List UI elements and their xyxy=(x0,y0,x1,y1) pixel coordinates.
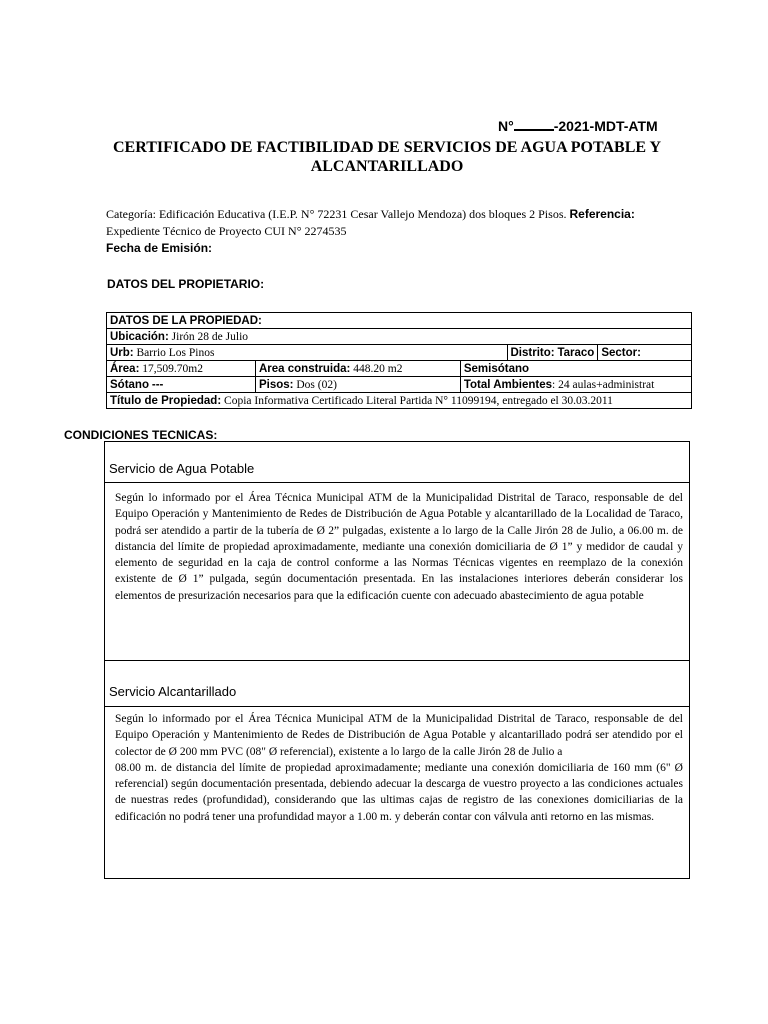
sotano-label: Sótano xyxy=(110,378,149,391)
sotano-cell xyxy=(107,377,256,393)
titulo-row xyxy=(107,393,692,409)
urb-value: Barrio Los Pinos xyxy=(136,346,215,359)
sotano-row xyxy=(107,377,692,393)
document-number-suffix: -2021-MDT-ATM xyxy=(553,118,658,134)
sewer-service-heading: Servicio Alcantarillado xyxy=(109,684,237,699)
water-service-text: Según lo informado por el Área Técnica Municipal ATM de la Municipalidad Distrital de Taraco, responsable de del Equipo Operación y Mantenimiento de Redes de Distribución de Agua Potable y alcantarillado de la Localidad de Taraco, podrá ser atendido a partir de la tubería de Ø 2” pulgadas, existente a lo largo de la Calle Jirón 28 de Julio, a 06.00 m. de distancia del límite de propiedad aproximadamente, mediante una conexión domiciliaria de Ø 1” y medidor de caudal y elemento de seguridad en la caja de control conforme a las Normas Técnicas vigentes en reemplazo de la conexión existente de Ø 1” pulgada, según documentación presentada. En las instalaciones interiores deberán considerar los elementos de presurización necesarios para que la edificación cuente con adecuado abastecimiento de agua potable xyxy=(115,492,683,602)
total-ambientes-cell xyxy=(460,377,691,393)
sewer-text-paragraph-2: 08.00 m. de distancia del límite de propiedad aproximadamente; mediante una conexión domiciliaria de 160 mm (6" Ø referencial) según documentación presentada, debiendo adecuar la descarga de vuestro proyecto a las condiciones actuales de nuestras redes (profundidad), considerando que las ultimas cajas de registro de las conexiones domiciliarias de la edificación no podrá tener una profundidad mayor a 1.00 m. y deberán contar con válvula anti retorno en las mismas. xyxy=(115,761,683,823)
ubicacion-row xyxy=(107,329,692,345)
distrito-label: Distrito: xyxy=(510,346,555,359)
titulo-label: Título de Propiedad: xyxy=(110,394,222,407)
conditions-heading: CONDICIONES TECNICAS: xyxy=(64,428,218,442)
area-value: 17,509.70m2 xyxy=(142,362,203,375)
divider xyxy=(105,706,689,707)
semisotano-label: Semisótano xyxy=(463,362,530,375)
total-ambientes-value: : 24 aulas+administrat xyxy=(552,378,655,391)
referencia-label: Referencia: xyxy=(569,207,635,221)
water-service-heading: Servicio de Agua Potable xyxy=(109,461,255,476)
divider xyxy=(105,482,689,483)
distrito-cell xyxy=(507,345,598,361)
document-title: CERTIFICADO DE FACTIBILIDAD DE SERVICIOS DE AGUA POTABLE Y ALCANTARILLADO xyxy=(112,139,661,175)
owner-heading: DATOS DEL PROPIETARIO: xyxy=(107,277,265,291)
urb-label: Urb: xyxy=(110,346,134,359)
total-ambientes-label: Total Ambientes xyxy=(463,378,553,391)
urb-row xyxy=(107,345,692,361)
sewer-service-text xyxy=(115,711,683,825)
ubicacion-cell xyxy=(107,329,692,345)
area-row xyxy=(107,361,692,377)
sector-label: Sector: xyxy=(601,346,641,359)
distrito-value: Taraco xyxy=(557,346,595,359)
area-cell xyxy=(107,361,256,377)
titulo-cell xyxy=(107,393,692,409)
document-number-prefix: N° xyxy=(498,118,514,134)
sotano-value: --- xyxy=(151,378,164,391)
referencia-value: Expediente Técnico de Proyecto CUI N° 2274535 xyxy=(106,224,347,238)
pisos-label: Pisos: xyxy=(258,378,294,391)
semisotano-cell xyxy=(460,361,691,377)
sector-cell xyxy=(598,345,692,361)
property-heading-row xyxy=(107,313,692,329)
divider xyxy=(105,660,689,661)
document-number-blank xyxy=(514,117,554,131)
ubicacion-label: Ubicación: xyxy=(110,330,169,343)
property-heading: DATOS DE LA PROPIEDAD: xyxy=(107,313,692,329)
document-number xyxy=(498,117,658,134)
property-table xyxy=(106,312,692,409)
pisos-cell xyxy=(255,377,460,393)
area-construida-label: Area construida: xyxy=(258,362,351,375)
area-construida-value: 448.20 m2 xyxy=(353,362,403,375)
urb-cell xyxy=(107,345,508,361)
document-meta xyxy=(106,206,666,257)
area-label: Área: xyxy=(110,362,140,375)
ubicacion-value: Jirón 28 de Julio xyxy=(171,330,249,343)
titulo-value: Copia Informativa Certificado Literal Partida N° 11099194, entregado el 30.03.2011 xyxy=(224,394,613,407)
fecha-emision-label: Fecha de Emisión: xyxy=(106,241,213,255)
sewer-text-paragraph-1: Según lo informado por el Área Técnica Municipal ATM de la Municipalidad Distrital de Taraco, responsable de del Equipo Operación y Mantenimiento de Redes de Distribución de Agua Potable y alcantarillado podrá ser atendido por el colector de Ø 200 mm PVC (08" Ø referencial), existente a lo largo de la calle Jirón 28 de Julio a xyxy=(115,713,683,758)
area-construida-cell xyxy=(255,361,460,377)
pisos-value: Dos (02) xyxy=(296,378,337,391)
conditions-box xyxy=(104,441,690,879)
categoria-text: Categoría: Edificación Educativa (I.E.P. N° 72231 Cesar Vallejo Mendoza) dos bloques 2 Pisos. xyxy=(106,207,567,221)
